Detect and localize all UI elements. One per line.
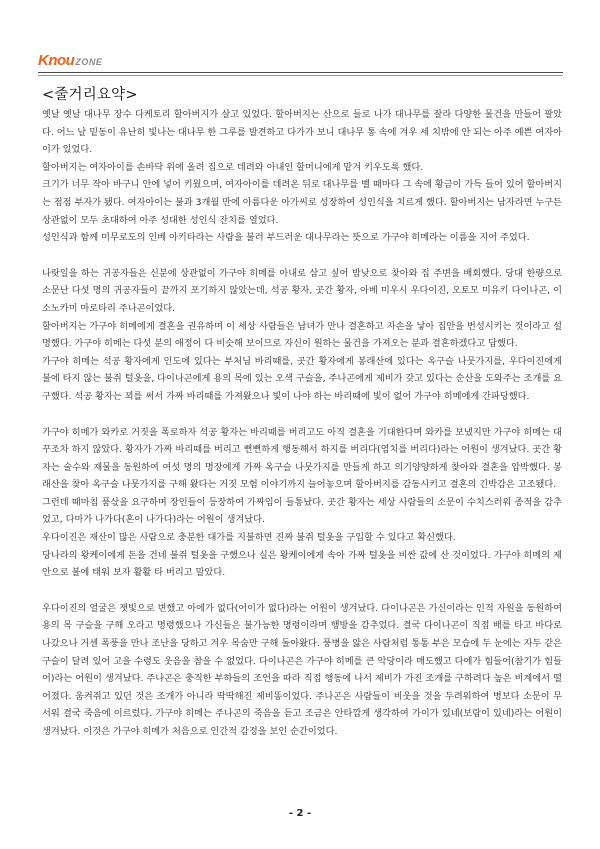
paragraph-gap xyxy=(42,582,562,600)
paragraph: 가구야 히메가 와카로 거짓을 폭로하자 석공 황자는 바리때를 버리고도 아직 결혼을 기대한다며 와카를 보냈지만 가구야 히메는 대꾸조차 하지 않았다. 황자가 가짜 바리때를 버리고 뻔뻔하게 행동해서 하지를 버리다(염치를 버리다)라는 어원이 생겨났다. 곳간 황자는 술수와 재물을 동원하여 여섯 명의 명장에게 가짜 옥구슬 나뭇가지를 만들게 하고 의기양양하게 찾아와 결혼을 압박했다. 봉래산을 찾아 옥구슬 나뭇가지를 구해 왔다는 거짓 모험 이야기까지 늘어놓으며 할아버지를 감동시키고 결혼의 긴박감은 고조됐다. xyxy=(42,426,562,491)
paragraph: 성인식과 함께 미무로도의 인베 아키타라는 사람을 불러 부드러운 대나무라는 뜻으로 가구야 히메라는 이름을 지어 주었다. xyxy=(42,232,530,244)
header-rule xyxy=(38,72,563,73)
paragraph: 크기가 너무 작아 바구니 안에 넣어 키웠으며, 여자아이를 데려온 뒤로 대나무를 벨 때마다 그 속에 황금이 가득 들어 있어 할아버지는 점점 부자가 됐다. 여자아이는 불과 3개월 만에 아름다운 아가씨로 성장하여 성인식을 치르게 했다. 할아버지는 남자라면 누구든 상관없이 모두 초대하여 아주 성대한 성인식 잔치를 열었다. xyxy=(42,179,562,226)
paragraph-gap xyxy=(42,406,562,424)
paragraph: 나랏일을 하는 귀공자들은 신분에 상관없이 가구야 히메를 아내로 삼고 싶어 밤낮으로 찾아와 집 주변을 배회했다. 당대 한량으로 소문난 다섯 명의 귀공자들이 끝까지 포기하지 않았는데, 석공 황자, 곳간 황자, 아베 미우시 우다이진, 오토모 미유키 다이나곤, 이소노카미 마로타리 주나곤이었다. xyxy=(42,267,562,314)
knouzone-logo xyxy=(38,50,148,70)
paragraph-gap xyxy=(42,247,562,265)
header-rule-thin xyxy=(38,75,563,76)
paragraph: 우다이진은 재산이 많은 사람으로 충분한 대가를 지불하면 진짜 불쥐 털옷을 구입할 수 있다고 확신했다. xyxy=(42,532,456,544)
paragraph: 우다이진의 얼굴은 잿빛으로 변했고 아에가 없다(어이가 없다)라는 어원이 생겨났다. 다이나곤은 가신이라는 인적 자원을 동원하여 용의 목 구슬을 구해 오라고 명령했으나 가신들은 불가능한 명령이라며 행방을 감추었다. 결국 다이나곤이 직접 배를 타고 바다로 나갔으나 거센 폭풍을 만나 조난을 당하고 겨우 목숨만 구해 돌아왔다. 풍병을 앓은 사람처럼 통통 부은 모습에 두 눈에는 자두 같은 구슬이 달려 있어 고을 수령도 웃음을 참을 수 없었다. 다이나곤은 가구야 히메를 큰 악당이라 매도했고 다에가 힘들어(참기가 힘들어)라는 어원이 생겨났다. 주나곤은 충직한 부하들의 조언을 따라 직접 행동에 나서 제비가 가진 조개를 구하려다 높은 비계에서 떨어졌다. 움켜쥐고 있던 것은 조개가 아니라 딱딱해진 제비똥이었다. 주나곤은 사람들이 비웃을 것을 두려워하여 병보다 소문이 무서워 결국 죽음에 이르렀다. 가구야 히메는 주나곤의 죽음을 듣고 조금은 안타깝게 생각하여 가이가 있네(보람이 있네)라는 어원이 생겨났다. 이것은 가구야 히메가 처음으로 인간적 감정을 보인 순간이었다. xyxy=(42,602,562,737)
paragraph: 할아버지는 가구야 히메에게 결혼을 권유하며 이 세상 사람들은 남녀가 만나 결혼하고 자손을 낳아 집안을 번성시키는 것이라고 설명했다. 가구야 히메는 다섯 분의 애정이 다 비슷해 보이므로 자신이 원하는 물건을 가져오는 분과 결혼하겠다고 답했다. xyxy=(42,320,562,350)
summary-body xyxy=(42,106,562,741)
paragraph: 가구야 히메는 석공 황자에게 인도에 있다는 부처님 바리때를, 곳간 황자에게 봉래산에 있다는 옥구슬 나뭇가지를, 우다이진에게 불에 타지 않는 불쥐 털옷을, 다이나곤에게 용의 목에 있는 오색 구슬을, 주나곤에게 제비가 갖고 있다는 순산을 도와주는 조개를 요구했다. 석공 황자는 꾀를 써서 가짜 바리때를 가져왔으나 빛이 나야 하는 바리때에 빛이 없어 가구야 히메에게 간파당했다. xyxy=(42,355,562,402)
paragraph: 그런데 때마침 품삯을 요구하며 장인들이 등장하여 가짜임이 들통났다. 곳간 황자는 세상 사람들의 소문이 수치스러워 종적을 감추었고, 다마가 나가다(혼이 나가다)라는 어원이 생겨났다. xyxy=(42,496,562,526)
paragraph: 할아버지는 여자아이를 손바닥 위에 올려 집으로 데려와 아내인 할머니에게 맡겨 키우도록 했다. xyxy=(42,161,424,173)
logo-sub-text: ZONE xyxy=(75,57,103,67)
logo-main-text: Knou xyxy=(38,52,75,69)
page-number: - 2 - xyxy=(288,808,312,819)
paragraph: 옛날 옛날 대나무 장수 다케토리 할아버지가 살고 있었다. 할아버지는 산으로 들로 나가 대나무를 잘라 다양한 물건을 만들어 팔았다. 어느 날 밑동이 유난히 빛나는 대나무 한 그루를 발견하고 다가가 보니 대나무 통 속에 겨우 세 치밖에 안 되는 아주 예쁜 여자아이가 있었다. xyxy=(42,109,562,156)
paragraph: 당나라의 왕케이에게 돈을 건네 불쥐 털옷을 구했으나 실은 왕케이에게 속아 가짜 털옷을 비싼 값에 산 것이었다. 가구야 히메의 제안으로 불에 태워 보자 활활 타 버리고 말았다. xyxy=(42,549,562,579)
section-title: <줄거리요약> xyxy=(42,87,138,103)
